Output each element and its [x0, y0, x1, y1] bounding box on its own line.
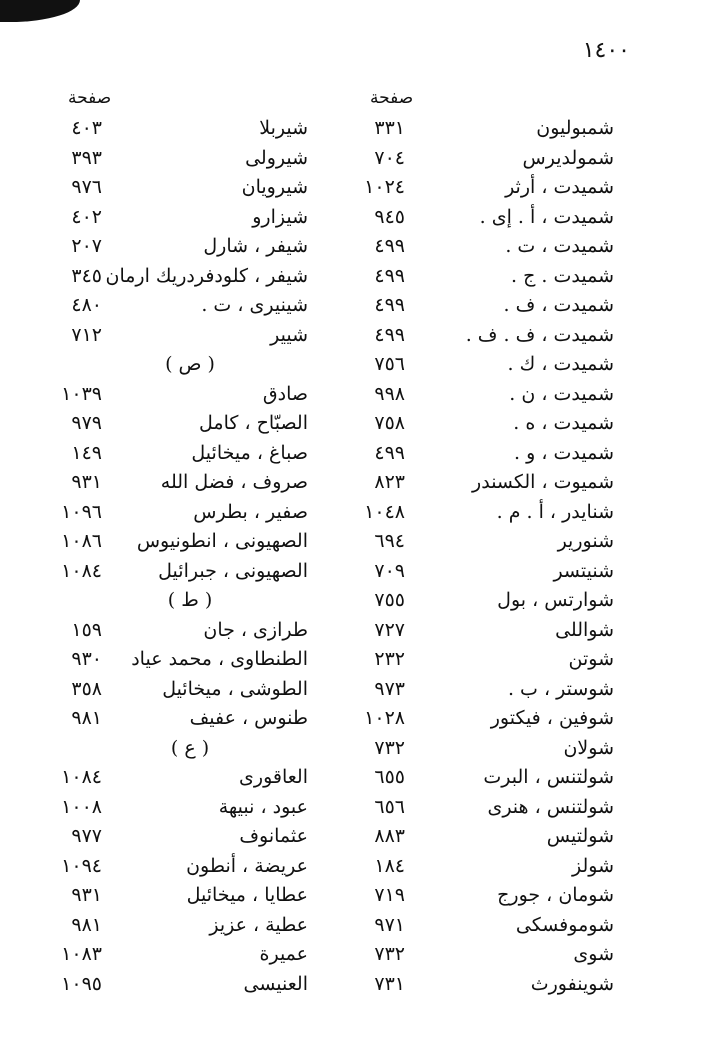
entry-page-number: ٣٤٥ [71, 264, 102, 287]
entry-page-number: ٢٠٧ [71, 235, 102, 257]
entry-name: شوتن [568, 648, 614, 670]
section-heading-row [0, 734, 720, 764]
entry-page-number: ١٠٨٤ [61, 766, 102, 788]
entry-name: شينيرى ، ت . [201, 294, 308, 316]
section-heading-row [0, 586, 720, 616]
entry-name: شمبولیون [536, 117, 614, 139]
entry-name: شميوت ، الكسندر [472, 471, 614, 493]
index-entry [0, 645, 720, 675]
entry-page-number: ٧٣١ [374, 972, 405, 995]
entry-page-number: ١٥٩ [71, 618, 102, 641]
entry-name: شميدت ، ك . [507, 353, 614, 375]
entry-page-number: ٧٢٧ [374, 618, 405, 641]
entry-name: شوارتس ، بول [497, 589, 614, 611]
entry-name: شنورير [557, 530, 614, 552]
entry-page-number: ٧١٢ [71, 323, 102, 346]
index-entry [0, 409, 720, 439]
index-entry [0, 232, 720, 262]
entry-page-number: ٧٣٢ [374, 943, 405, 965]
entry-page-number: ٩٧١ [374, 913, 405, 936]
entry-name: شومان ، جورج [497, 884, 614, 906]
entry-name: عطية ، عزيز [209, 913, 308, 936]
entry-page-number: ٨٢٣ [374, 471, 405, 493]
entry-page-number: ٤٠٣ [71, 117, 102, 139]
index-entry [0, 527, 720, 557]
entry-name: شنيتسر [553, 559, 614, 582]
entry-page-number: ٢٣٢ [374, 648, 405, 670]
entry-page-number: ١٠٨٦ [61, 530, 102, 552]
entry-name: شولتنس ، البرت [483, 766, 614, 788]
right-column-header: صفحة [370, 88, 414, 108]
entry-page-number: ٩٣١ [71, 884, 102, 906]
index-entry [0, 114, 720, 144]
entry-name: طرازى ، جان [203, 618, 308, 641]
index-entry [0, 144, 720, 174]
entry-name: شميدت ، ف . [503, 294, 614, 316]
left-index-column [0, 114, 720, 999]
entry-name: عميرة [259, 943, 308, 965]
entry-page-number: ١٠٣٩ [61, 382, 102, 405]
entry-page-number: ٧٣٢ [374, 736, 405, 759]
entry-page-number: ٨٨٣ [374, 825, 405, 847]
entry-name: عثمانوف [239, 825, 308, 847]
entry-page-number: ١٠٩٤ [61, 854, 102, 877]
entry-name: شوستر ، ب . [507, 677, 614, 700]
index-entry [0, 704, 720, 734]
entry-page-number: ٤٩٩ [374, 264, 405, 287]
entry-page-number: ٧٥٦ [374, 353, 405, 375]
entry-page-number: ٩٣١ [71, 471, 102, 493]
entry-name: شميدت ، ن . [509, 382, 614, 405]
entry-page-number: ٩٤٥ [374, 205, 405, 228]
page-number: ١٤٠٠ [582, 38, 630, 63]
entry-name: صفير ، بطرس [193, 500, 308, 523]
entry-name: صادق [262, 382, 308, 405]
entry-page-number: ٩٨١ [71, 913, 102, 936]
entry-page-number: ٧٥٥ [374, 589, 405, 611]
index-entry [0, 911, 720, 941]
entry-name: الصهيونى ، جبرائيل [158, 559, 308, 582]
entry-name: طنوس ، عفيف [189, 707, 308, 729]
entry-page-number: ١٠٠٨ [61, 795, 102, 818]
section-heading-row [0, 350, 720, 380]
entry-name: شميدت ، و . [514, 441, 614, 464]
entry-page-number: ١٠٨٣ [61, 943, 102, 965]
entry-page-number: ٩٨١ [71, 707, 102, 729]
entry-page-number: ٦٥٥ [374, 766, 405, 788]
entry-name: شميدت ، ف . ف . [465, 323, 614, 346]
entry-name: شوى [573, 943, 614, 965]
entry-name: شوفين ، فيكتور [490, 707, 614, 729]
index-entry [0, 321, 720, 351]
entry-name: شيزارو [252, 205, 308, 228]
entry-name: شيرويان [241, 176, 308, 198]
entry-page-number: ٤٠٢ [71, 205, 102, 228]
index-entry [0, 468, 720, 498]
entry-name: عطايا ، ميخائيل [186, 884, 308, 906]
entry-name: شميدت ، ت . [505, 235, 614, 257]
entry-page-number: ١٠٢٨ [364, 707, 405, 729]
entry-name: شوينفورث [530, 972, 614, 995]
entry-page-number: ٩٧٧ [71, 825, 102, 847]
entry-page-number: ٤٨٠ [71, 294, 102, 316]
entry-page-number: ٤٩٩ [374, 294, 405, 316]
entry-name: العاقورى [239, 766, 308, 788]
index-entry [0, 881, 720, 911]
entry-page-number: ١٠٢٤ [364, 176, 405, 198]
index-entry [0, 940, 720, 970]
entry-page-number: ٣٣١ [374, 117, 405, 139]
entry-name: شميدت ، أ . إى . [479, 205, 614, 228]
entry-name: الصبّاح ، كامل [199, 412, 308, 434]
entry-page-number: ١٠٩٥ [61, 972, 102, 995]
entry-page-number: ٤٩٩ [374, 441, 405, 464]
entry-page-number: ٧٠٤ [374, 146, 405, 169]
entry-name: شميدت ، ه . [513, 412, 614, 434]
entry-name: الطوشى ، ميخائيل [162, 677, 308, 700]
index-entry [0, 498, 720, 528]
index-entry [0, 763, 720, 793]
entry-page-number: ٩٧٦ [71, 176, 102, 198]
index-entry [0, 173, 720, 203]
entry-name: شيير [270, 323, 308, 346]
entry-page-number: ٤٩٩ [374, 323, 405, 346]
index-entry [0, 291, 720, 321]
entry-page-number: ٦٥٦ [374, 795, 405, 818]
scan-corner-mark [0, 0, 80, 22]
entry-page-number: ١٠٩٦ [61, 500, 102, 523]
entry-name: شيفر ، كلودفردريك ارمان [105, 264, 308, 287]
entry-name: الصهيونى ، انطونيوس [136, 530, 308, 552]
left-column-header: صفحة [68, 88, 112, 108]
entry-name: شيفر ، شارل [203, 235, 308, 257]
entry-page-number: ١٨٤ [374, 854, 405, 877]
entry-name: شولتنس ، هنرى [487, 795, 614, 818]
index-entry [0, 852, 720, 882]
entry-page-number: ٧١٩ [374, 884, 405, 906]
entry-name: صروف ، فضل الله [160, 471, 308, 493]
entry-page-number: ١٠٨٤ [61, 559, 102, 582]
index-entry [0, 793, 720, 823]
entry-name: العنيسى [243, 972, 308, 995]
entry-page-number: ٩٧٩ [71, 412, 102, 434]
entry-page-number: ١٠٤٨ [364, 500, 405, 523]
entry-name: شوموفسكى [515, 913, 614, 936]
index-entry [0, 675, 720, 705]
entry-name: شميدت . ج . [511, 264, 614, 287]
entry-name: شولتيس [546, 825, 614, 847]
index-entry [0, 616, 720, 646]
entry-name: شيرولى [245, 146, 308, 169]
index-entry [0, 262, 720, 292]
entry-name: صباغ ، ميخائيل [191, 441, 308, 464]
entry-name: شولز [571, 854, 614, 877]
entry-name: شواللى [555, 618, 614, 641]
section-heading: ( ط ) [167, 589, 213, 611]
section-heading: ( ع ) [170, 736, 210, 759]
entry-name: الطنطاوى ، محمد عياد [131, 648, 308, 670]
index-entry [0, 380, 720, 410]
index-entry [0, 822, 720, 852]
entry-name: شمولديرس [522, 146, 614, 169]
index-entry [0, 439, 720, 469]
entry-name: عبود ، نبيهة [218, 795, 308, 818]
entry-page-number: ٦٩٤ [374, 530, 405, 552]
entry-page-number: ٣٥٨ [71, 677, 102, 700]
entry-page-number: ١٤٩ [71, 441, 102, 464]
entry-page-number: ٧٠٩ [374, 559, 405, 582]
entry-page-number: ٣٩٣ [71, 146, 102, 169]
index-entry [0, 970, 720, 1000]
section-heading: ( ص ) [165, 353, 215, 375]
entry-name: شنايدر ، أ . م . [496, 500, 614, 523]
entry-page-number: ٧٥٨ [374, 412, 405, 434]
entry-page-number: ٩٩٨ [374, 382, 405, 405]
entry-name: شولان [563, 736, 614, 759]
entry-page-number: ٩٧٣ [374, 677, 405, 700]
index-entry [0, 557, 720, 587]
entry-page-number: ٩٣٠ [71, 648, 102, 670]
entry-page-number: ٤٩٩ [374, 235, 405, 257]
entry-name: شميدت ، أرثر [505, 176, 614, 198]
index-entry [0, 203, 720, 233]
entry-name: شيربلا [259, 117, 308, 139]
entry-name: عريضة ، أنطون [186, 854, 308, 877]
